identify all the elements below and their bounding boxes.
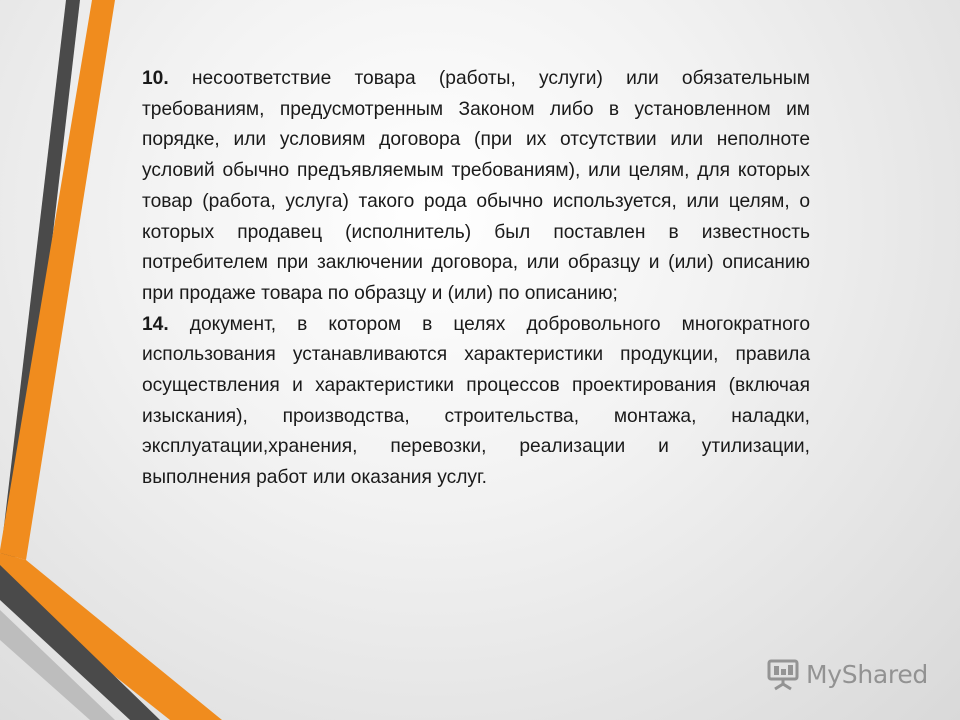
paragraph-number: 10. bbox=[142, 68, 169, 89]
myshared-watermark bbox=[766, 654, 928, 694]
paragraph-text: несоответствие товара (работы, услуги) или обязательным требованиям, предусмотренным Законом либо в установленном им порядке, или условиям договора (при их отсутствии или неполноте условий обычно предъявляемым требованиям), или целям, для которых товар (работа, услуга) такого рода обычно используется, или целям, о которых продавец (исполнитель) был поставлен в известность потребителем при заключении договора, или образцу и (или) описанию при продаже товара по образцу и (или) по описанию; bbox=[142, 68, 810, 304]
paragraph-number: 14. bbox=[142, 313, 169, 335]
presentation-board-icon bbox=[766, 657, 800, 691]
watermark-label: MyShared bbox=[806, 659, 928, 689]
paragraph-text: документ, в котором в целях добровольного многократного использования устанавливаются характеристики продукции, правила осуществления и характеристики процессов проектирования (включая изыскания), производства, строительства, монтажа, наладки, эксплуатации,хранения, перевозки, реализации и утилизации, выполнения работ или оказания услуг. bbox=[142, 313, 810, 489]
paragraph-14 bbox=[142, 310, 810, 494]
slide-body bbox=[142, 64, 810, 494]
paragraph-10 bbox=[142, 64, 810, 310]
